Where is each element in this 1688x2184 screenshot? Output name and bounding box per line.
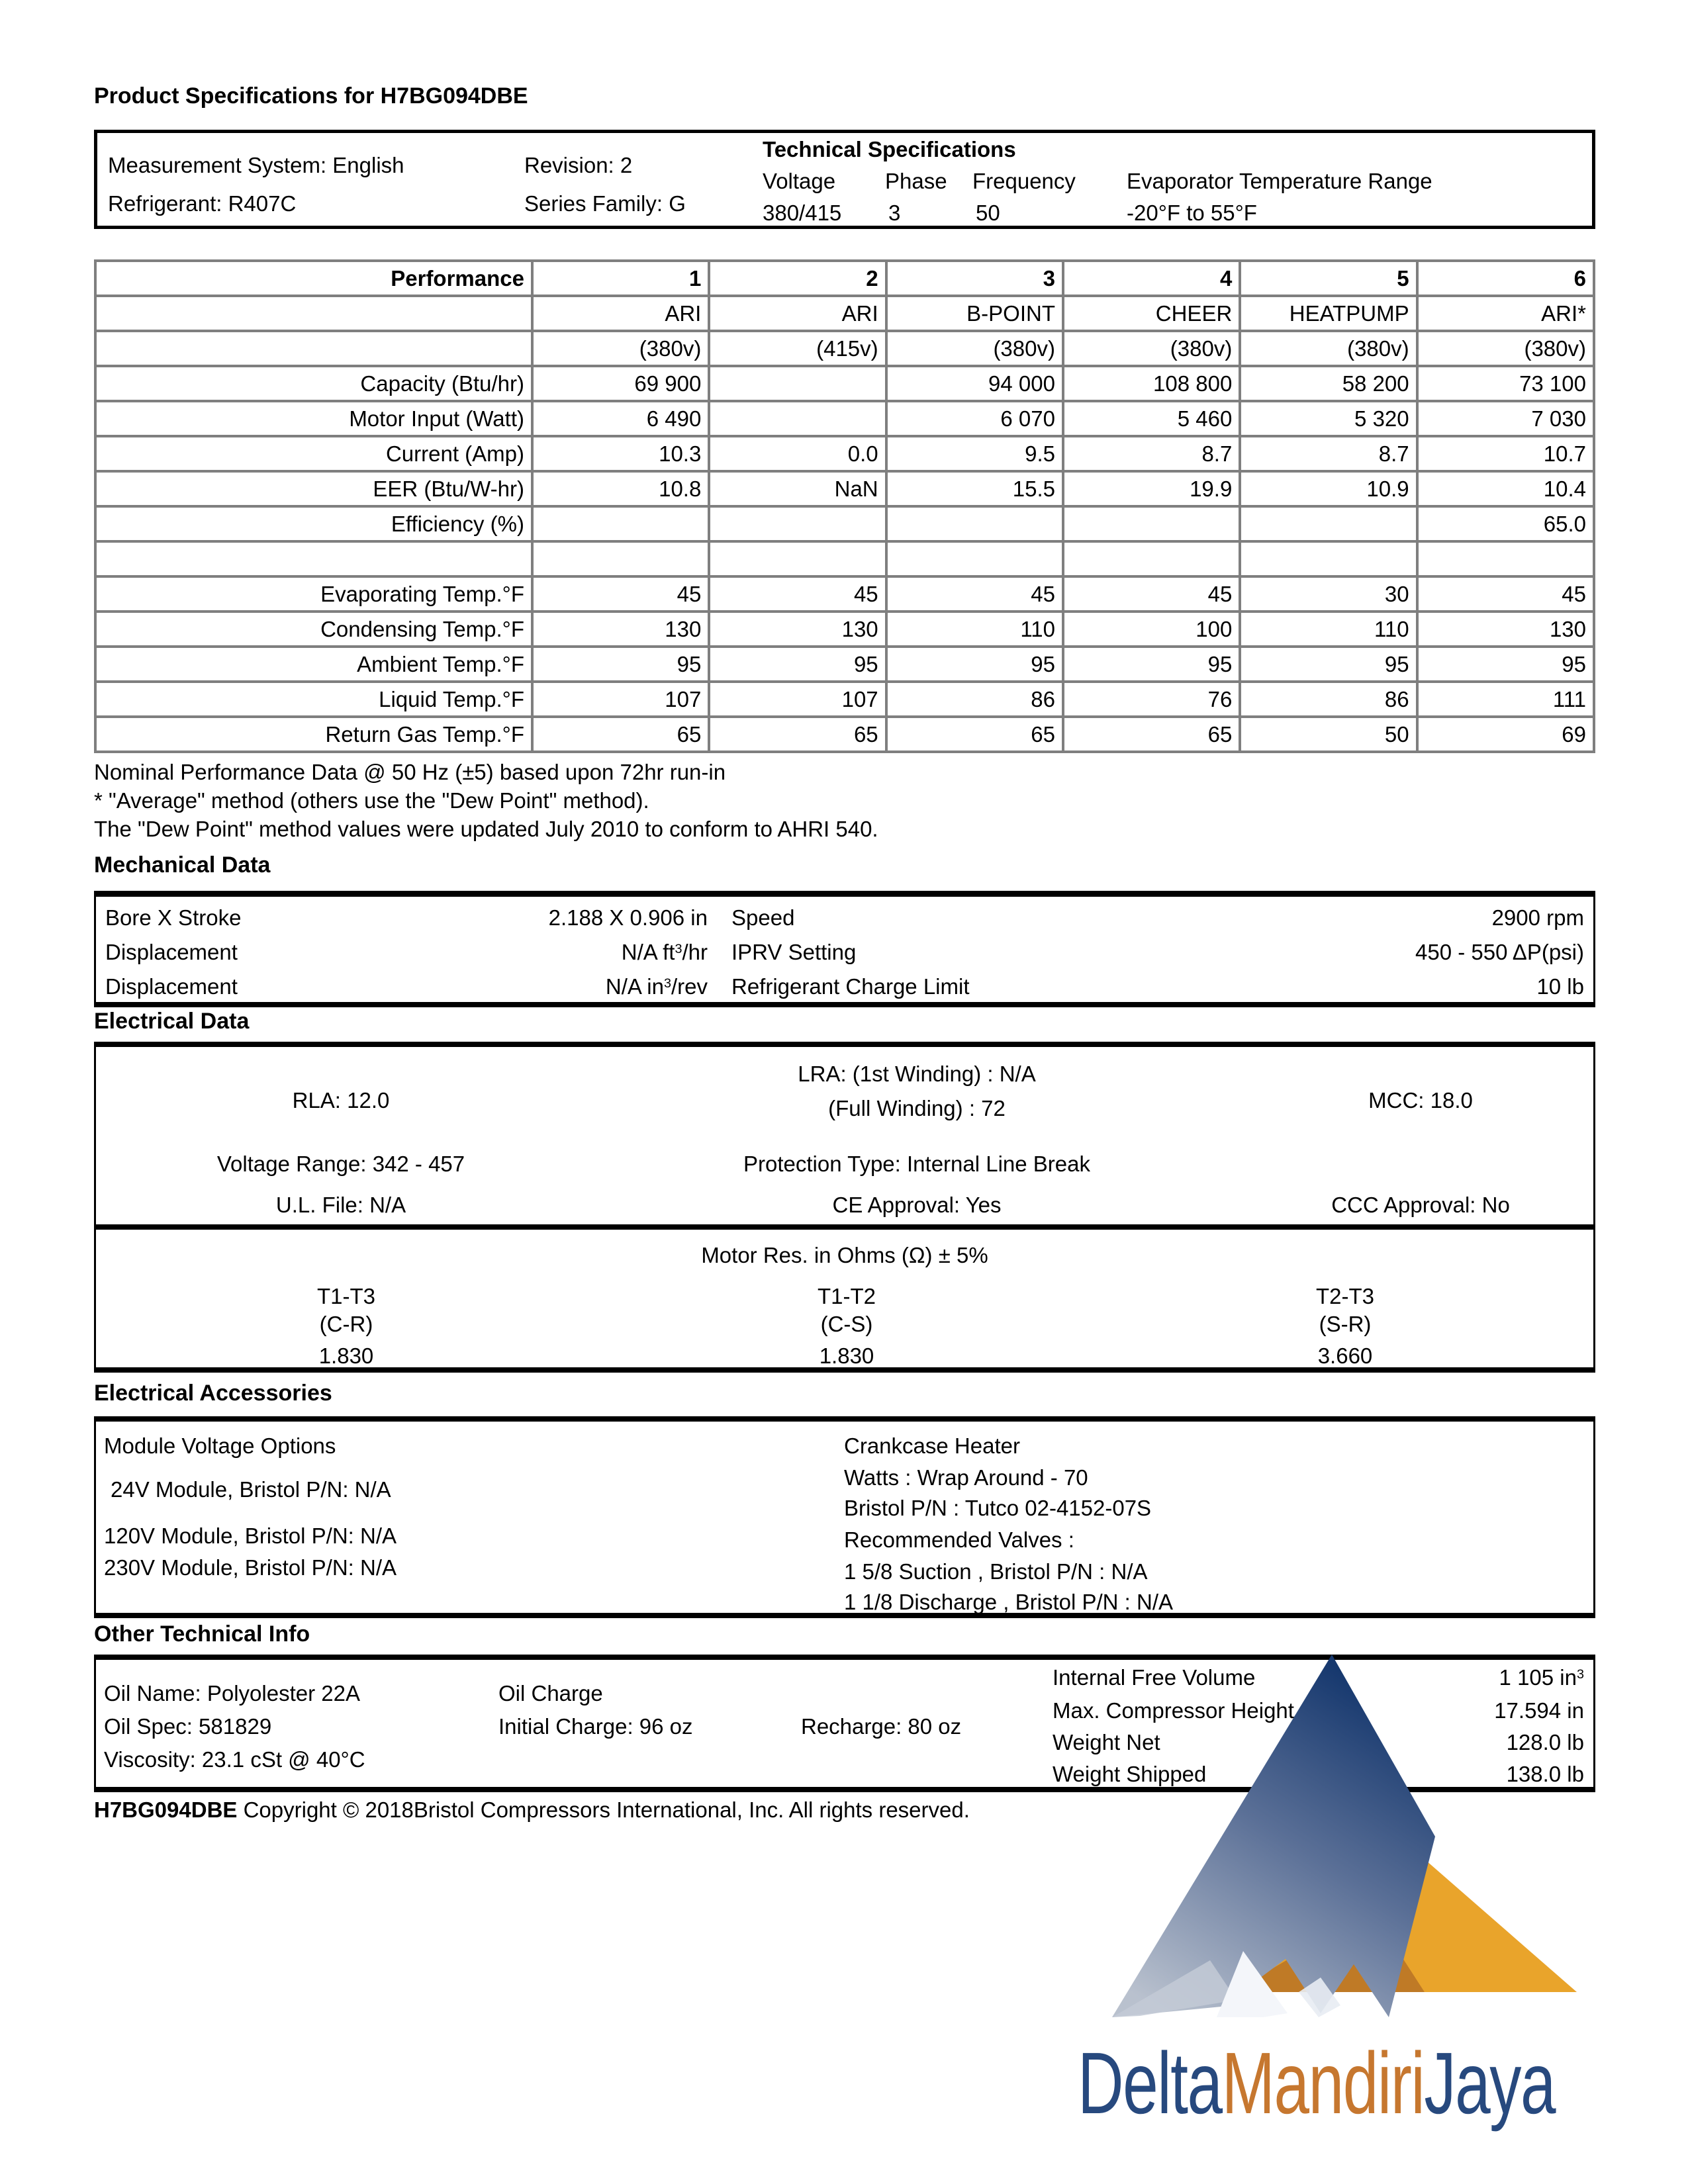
performance-table: [94, 259, 1595, 753]
value-cell: 95: [886, 647, 1063, 682]
value-cell: 45: [532, 576, 709, 612]
speed-value: 2900 rpm: [1491, 905, 1584, 930]
value-cell: 9.5: [886, 436, 1063, 471]
frequency-value: 50: [976, 201, 1000, 225]
winding-terminals-3: (S-R): [1319, 1312, 1372, 1336]
displacement-value-2: N/A $in^3$/rev: [605, 974, 708, 999]
mechanical-data-heading: Mechanical Data: [94, 852, 271, 878]
winding-terminals-2: (C-S): [820, 1312, 873, 1336]
note-average-method: * "Average" method (others use the "Dew Point" method).: [94, 788, 649, 813]
table-row: [95, 506, 1594, 541]
logo-mountain-shape: [1112, 1655, 1435, 2017]
electrical-accessories-box: [94, 1416, 1595, 1618]
refrigerant: Refrigerant: R407C: [108, 191, 297, 216]
winding-pair-3: T2-T3: [1315, 1284, 1374, 1308]
electrical-divider: [94, 1224, 1595, 1230]
value-cell: 0.0: [709, 436, 886, 471]
row-label-cell: Capacity (Btu/hr): [95, 366, 532, 401]
lra-line1: LRA: (1st Winding) : N/A: [798, 1062, 1036, 1086]
initial-charge: Initial Charge: 96 oz: [498, 1714, 693, 1739]
value-cell: [532, 506, 709, 541]
value-cell: ARI*: [1417, 296, 1594, 331]
value-cell: [1240, 506, 1417, 541]
value-cell: [1063, 541, 1240, 576]
value-cell: [532, 541, 709, 576]
value-cell: CHEER: [1063, 296, 1240, 331]
bore-stroke-label: Bore X Stroke: [105, 905, 242, 930]
lra: [586, 1062, 1248, 1121]
copyright-line: [94, 1797, 970, 1823]
value-cell: 100: [1063, 612, 1240, 647]
suction-valve: 1 5/8 Suction , Bristol P/N : N/A: [844, 1559, 1148, 1584]
company-logo: [1059, 1625, 1602, 2035]
protection-type: Protection Type: Internal Line Break: [743, 1152, 1091, 1176]
col-4-header: 4: [1063, 261, 1240, 296]
value-cell: HEATPUMP: [1240, 296, 1417, 331]
value-cell: 6 070: [886, 401, 1063, 436]
table-row: [95, 331, 1594, 366]
value-cell: 8.7: [1063, 436, 1240, 471]
value-cell: 7 030: [1417, 401, 1594, 436]
table-row: [95, 717, 1594, 752]
value-cell: 65: [886, 717, 1063, 752]
company-logo-text: [1078, 2034, 1556, 2132]
performance-table-wrap: [94, 259, 1595, 753]
value-cell: (415v): [709, 331, 886, 366]
value-cell: [709, 401, 886, 436]
value-cell: 10.9: [1240, 471, 1417, 506]
value-cell: 107: [709, 682, 886, 717]
performance-header-row: [95, 261, 1594, 296]
winding-terminals-1: (C-R): [319, 1312, 373, 1336]
viscosity: Viscosity: 23.1 cSt @ 40°C: [104, 1747, 365, 1772]
value-cell: 73 100: [1417, 366, 1594, 401]
winding-value-1: 1.830: [318, 1343, 374, 1368]
value-cell: 65: [709, 717, 886, 752]
winding-pair-2: T1-T2: [817, 1284, 876, 1308]
model-number: H7BG094DBE: [94, 1797, 238, 1822]
value-cell: [709, 506, 886, 541]
tech-specs-heading: Technical Specifications: [763, 137, 1016, 161]
logo-word-delta: Delta: [1078, 2034, 1222, 2132]
rla: RLA: 12.0: [292, 1088, 390, 1113]
value-cell: 108 800: [1063, 366, 1240, 401]
table-row: [95, 401, 1594, 436]
voltage-label: Voltage: [763, 169, 836, 193]
phase-label: Phase: [885, 169, 947, 193]
electrical-accessories-heading: Electrical Accessories: [94, 1381, 332, 1406]
crankcase-heater: Crankcase Heater: [844, 1433, 1020, 1458]
weight-shipped-value: 138.0 lb: [1506, 1762, 1584, 1786]
weight-net-value: 128.0 lb: [1506, 1730, 1584, 1754]
winding-pair-1: T1-T3: [316, 1284, 375, 1308]
value-cell: 130: [532, 612, 709, 647]
value-cell: 95: [709, 647, 886, 682]
crankcase-pn: Bristol P/N : Tutco 02-4152-07S: [844, 1496, 1152, 1520]
refrigerant-charge-limit-value: 10 lb: [1536, 974, 1584, 999]
value-cell: (380v): [532, 331, 709, 366]
value-cell: 76: [1063, 682, 1240, 717]
value-cell: (380v): [886, 331, 1063, 366]
col-5-header: 5: [1240, 261, 1417, 296]
series-family: Series Family: G: [524, 191, 686, 216]
displacement-value: N/A $ft^3/hr$: [621, 940, 708, 964]
table-row: [95, 471, 1594, 506]
table-row: [95, 541, 1594, 576]
table-row: [95, 612, 1594, 647]
value-cell: NaN: [709, 471, 886, 506]
value-cell: 94 000: [886, 366, 1063, 401]
row-label-cell: EER (Btu/W-hr): [95, 471, 532, 506]
iprv-setting-label: IPRV Setting: [731, 940, 857, 964]
value-cell: 30: [1240, 576, 1417, 612]
measurement-system: Measurement System: English: [108, 153, 404, 177]
oil-spec: Oil Spec: 581829: [104, 1714, 272, 1739]
row-label-cell: Return Gas Temp.°F: [95, 717, 532, 752]
value-cell: 6 490: [532, 401, 709, 436]
table-row: [95, 366, 1594, 401]
mech-row-bore: [96, 901, 1593, 935]
frequency-label: Frequency: [972, 169, 1076, 193]
col-3-header: 3: [886, 261, 1063, 296]
col-6-header: 6: [1417, 261, 1594, 296]
value-cell: 65: [1063, 717, 1240, 752]
mcc: MCC: 18.0: [1368, 1088, 1473, 1113]
value-cell: 110: [886, 612, 1063, 647]
performance-body: [95, 296, 1594, 752]
value-cell: 95: [532, 647, 709, 682]
module-voltage-options: Module Voltage Options: [104, 1433, 336, 1458]
table-row: [95, 682, 1594, 717]
row-label-cell: [95, 296, 532, 331]
col-2-header: 2: [709, 261, 886, 296]
value-cell: [886, 506, 1063, 541]
value-cell: 45: [1063, 576, 1240, 612]
value-cell: 65.0: [1417, 506, 1594, 541]
value-cell: 65: [532, 717, 709, 752]
recommended-valves: Recommended Valves :: [844, 1527, 1074, 1552]
motor-res-title: Motor Res. in Ohms (Ω) ± 5%: [701, 1243, 988, 1267]
logo-word-jaya: Jaya: [1424, 2034, 1556, 2132]
recharge: Recharge: 80 oz: [801, 1714, 962, 1739]
bore-stroke-value: 2.188 X 0.906 in: [548, 905, 708, 930]
table-row: [95, 576, 1594, 612]
row-label-cell: Current (Amp): [95, 436, 532, 471]
performance-header-label: Performance: [95, 261, 532, 296]
value-cell: 5 320: [1240, 401, 1417, 436]
value-cell: 111: [1417, 682, 1594, 717]
value-cell: 86: [886, 682, 1063, 717]
row-label-cell: [95, 331, 532, 366]
mech-row-displacement-rev: [96, 970, 1593, 1004]
value-cell: 10.8: [532, 471, 709, 506]
value-cell: 95: [1063, 647, 1240, 682]
value-cell: [1063, 506, 1240, 541]
row-label-cell: Evaporating Temp.°F: [95, 576, 532, 612]
value-cell: 10.7: [1417, 436, 1594, 471]
other-technical-info-heading: Other Technical Info: [94, 1621, 310, 1647]
value-cell: 45: [1417, 576, 1594, 612]
page-title: Product Specifications for H7BG094DBE: [94, 83, 528, 109]
logo-word-mandiri: Mandiri: [1221, 2034, 1425, 2132]
ce-approval: CE Approval: Yes: [832, 1193, 1002, 1217]
internal-free-volume-label: Internal Free Volume: [1053, 1665, 1256, 1690]
displacement-label-2: Displacement: [105, 974, 238, 999]
internal-free-volume-value: 1 105 $in^3$: [1499, 1665, 1584, 1690]
lra-line2: (Full Winding) : 72: [828, 1096, 1006, 1120]
phase-value: 3: [888, 201, 901, 225]
weight-net-label: Weight Net: [1053, 1730, 1160, 1754]
electrical-data-heading: Electrical Data: [94, 1009, 250, 1034]
mech-row-displacement-hr: [96, 935, 1593, 970]
ccc-approval: CCC Approval: No: [1331, 1193, 1510, 1217]
note-dew-point: The "Dew Point" method values were updated July 2010 to conform to AHRI 540.: [94, 817, 878, 841]
crankcase-watts: Watts : Wrap Around - 70: [844, 1465, 1088, 1490]
speed-label: Speed: [731, 905, 795, 930]
evap-range-label: Evaporator Temperature Range: [1127, 169, 1432, 193]
iprv-setting-value: 450 - 550 ΔP(psi): [1415, 940, 1584, 964]
value-cell: 8.7: [1240, 436, 1417, 471]
ul-file: U.L. File: N/A: [275, 1193, 406, 1217]
revision: Revision: 2: [524, 153, 633, 177]
value-cell: 69 900: [532, 366, 709, 401]
voltage-range: Voltage Range: 342 - 457: [216, 1152, 465, 1176]
row-label-cell: [95, 541, 532, 576]
value-cell: 107: [532, 682, 709, 717]
value-cell: [709, 541, 886, 576]
copyright-text: Copyright © 2018Bristol Compressors International, Inc. All rights reserved.: [237, 1797, 970, 1822]
winding-value-3: 3.660: [1317, 1343, 1373, 1368]
value-cell: 95: [1417, 647, 1594, 682]
row-label-cell: Condensing Temp.°F: [95, 612, 532, 647]
row-label-cell: Efficiency (%): [95, 506, 532, 541]
table-row: [95, 647, 1594, 682]
value-cell: 86: [1240, 682, 1417, 717]
mechanical-data-box: [94, 891, 1595, 1007]
value-cell: (380v): [1417, 331, 1594, 366]
electrical-data-box: [94, 1042, 1595, 1373]
value-cell: 45: [886, 576, 1063, 612]
max-compressor-height-label: Max. Compressor Height: [1053, 1698, 1294, 1723]
value-cell: 95: [1240, 647, 1417, 682]
oil-name: Oil Name: Polyolester 22A: [104, 1681, 360, 1706]
row-label-cell: Ambient Temp.°F: [95, 647, 532, 682]
table-row: [95, 296, 1594, 331]
voltage-value: 380/415: [763, 201, 842, 225]
value-cell: 19.9: [1063, 471, 1240, 506]
max-compressor-height-value: 17.594 in: [1494, 1698, 1584, 1723]
discharge-valve: 1 1/8 Discharge , Bristol P/N : N/A: [844, 1590, 1174, 1614]
value-cell: 45: [709, 576, 886, 612]
evap-range-value: -20°F to 55°F: [1127, 201, 1257, 225]
value-cell: 15.5: [886, 471, 1063, 506]
row-label-cell: Motor Input (Watt): [95, 401, 532, 436]
value-cell: 50: [1240, 717, 1417, 752]
value-cell: 130: [1417, 612, 1594, 647]
module-230v: 230V Module, Bristol P/N: N/A: [104, 1555, 397, 1580]
col-1-header: 1: [532, 261, 709, 296]
value-cell: (380v): [1240, 331, 1417, 366]
value-cell: 10.4: [1417, 471, 1594, 506]
value-cell: [886, 541, 1063, 576]
displacement-label: Displacement: [105, 940, 238, 964]
table-row: [95, 436, 1594, 471]
value-cell: B-POINT: [886, 296, 1063, 331]
value-cell: 110: [1240, 612, 1417, 647]
value-cell: 5 460: [1063, 401, 1240, 436]
value-cell: 130: [709, 612, 886, 647]
module-24v: 24V Module, Bristol P/N: N/A: [111, 1477, 391, 1502]
value-cell: [709, 366, 886, 401]
value-cell: 58 200: [1240, 366, 1417, 401]
row-label-cell: Liquid Temp.°F: [95, 682, 532, 717]
value-cell: [1417, 541, 1594, 576]
note-nominal: Nominal Performance Data @ 50 Hz (±5) based upon 72hr run-in: [94, 760, 726, 784]
technical-specifications-box: [94, 130, 1595, 229]
value-cell: ARI: [532, 296, 709, 331]
oil-charge: Oil Charge: [498, 1681, 603, 1706]
value-cell: ARI: [709, 296, 886, 331]
value-cell: 10.3: [532, 436, 709, 471]
value-cell: 69: [1417, 717, 1594, 752]
value-cell: (380v): [1063, 331, 1240, 366]
winding-value-2: 1.830: [819, 1343, 874, 1368]
value-cell: [1240, 541, 1417, 576]
refrigerant-charge-limit-label: Refrigerant Charge Limit: [731, 974, 970, 999]
weight-shipped-label: Weight Shipped: [1053, 1762, 1207, 1786]
module-120v: 120V Module, Bristol P/N: N/A: [104, 1524, 397, 1548]
